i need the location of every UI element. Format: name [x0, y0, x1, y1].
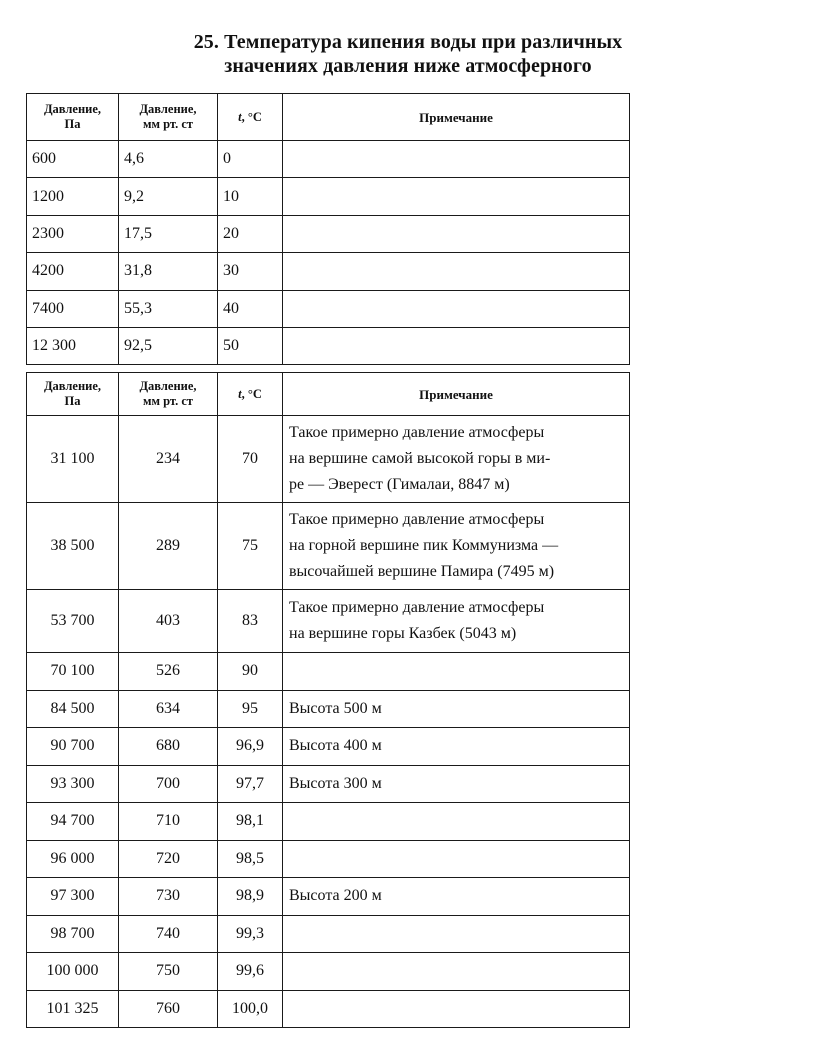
header-note: Примечание	[283, 373, 630, 416]
note-cell	[283, 990, 630, 1028]
pressure-pa-cell: 31 100	[27, 416, 119, 503]
note-cell	[283, 840, 630, 878]
pressure-mmhg-cell: 92,5	[119, 327, 218, 364]
pressure-pa-cell: 53 700	[27, 590, 119, 653]
pressure-pa-cell: 1200	[27, 178, 119, 215]
note-cell	[283, 141, 630, 178]
note-cell	[283, 253, 630, 290]
pressure-mmhg-cell: 9,2	[119, 178, 218, 215]
table-header-row	[27, 94, 630, 141]
note-line: Такое примерно давление атмосферы	[289, 424, 545, 441]
pressure-mmhg-cell: 760	[119, 990, 218, 1028]
note-cell	[283, 728, 630, 766]
pressure-pa-cell: 101 325	[27, 990, 119, 1028]
pressure-mmhg-cell: 526	[119, 653, 218, 691]
pressure-pa-cell: 4200	[27, 253, 119, 290]
pressure-pa-cell: 97 300	[27, 878, 119, 916]
pressure-pa-cell: 96 000	[27, 840, 119, 878]
title-line-2: значениях давления ниже атмосферного	[224, 55, 592, 77]
pressure-pa-cell: 7400	[27, 290, 119, 327]
temperature-cell: 0	[218, 141, 283, 178]
header-temperature: t, °С	[218, 94, 283, 141]
pressure-pa-cell: 12 300	[27, 327, 119, 364]
table-row	[27, 803, 630, 841]
note-cell	[283, 878, 630, 916]
note-cell	[283, 290, 630, 327]
temperature-cell: 99,3	[218, 915, 283, 953]
pressure-mmhg-cell: 289	[119, 503, 218, 590]
note-cell	[283, 953, 630, 991]
pressure-pa-cell: 94 700	[27, 803, 119, 841]
temperature-cell: 99,6	[218, 953, 283, 991]
note-line: ре — Эверест (Гималаи, 8847 м)	[289, 476, 510, 493]
note-cell	[283, 503, 630, 590]
table-row	[27, 327, 630, 364]
pressure-pa-cell: 84 500	[27, 690, 119, 728]
table-row	[27, 503, 630, 590]
note-cell	[283, 327, 630, 364]
document-title	[0, 30, 816, 78]
note-cell	[283, 590, 630, 653]
temperature-cell: 75	[218, 503, 283, 590]
note-line: на горной вершине пик Коммунизма —	[289, 537, 559, 554]
pressure-pa-cell: 93 300	[27, 765, 119, 803]
note-cell	[283, 178, 630, 215]
table-header-row	[27, 373, 630, 416]
pressure-mmhg-cell: 700	[119, 765, 218, 803]
header-pressure-mmhg: Давление, мм рт. ст	[119, 373, 218, 416]
header-pressure-mmhg: Давление, мм рт. ст	[119, 94, 218, 141]
note-line: на вершине самой высокой горы в ми-	[289, 450, 551, 467]
note-line: на вершине горы Казбек (5043 м)	[289, 625, 517, 642]
note-line: Такое примерно давление атмосферы	[289, 511, 545, 528]
temperature-cell: 96,9	[218, 728, 283, 766]
temperature-cell: 30	[218, 253, 283, 290]
pressure-mmhg-cell: 234	[119, 416, 218, 503]
pressure-pa-cell: 90 700	[27, 728, 119, 766]
temperature-cell: 95	[218, 690, 283, 728]
temperature-cell: 98,1	[218, 803, 283, 841]
temperature-cell: 10	[218, 178, 283, 215]
table-row	[27, 653, 630, 691]
pressure-pa-cell: 600	[27, 141, 119, 178]
table-row	[27, 178, 630, 215]
pressure-mmhg-cell: 730	[119, 878, 218, 916]
temperature-cell: 97,7	[218, 765, 283, 803]
pressure-pa-cell: 38 500	[27, 503, 119, 590]
temperature-cell: 98,5	[218, 840, 283, 878]
pressure-pa-cell: 70 100	[27, 653, 119, 691]
temperature-cell: 90	[218, 653, 283, 691]
title-line-1: 25. Температура кипения воды при различных	[193, 31, 623, 53]
note-line: Высота 400 м	[289, 737, 382, 755]
temperature-cell: 50	[218, 327, 283, 364]
header-note: Примечание	[283, 94, 630, 141]
note-cell	[283, 215, 630, 252]
temperature-cell: 100,0	[218, 990, 283, 1028]
header-temperature: t, °С	[218, 373, 283, 416]
header-pressure-pa: Давление, Па	[27, 373, 119, 416]
note-cell	[283, 803, 630, 841]
note-cell	[283, 690, 630, 728]
temperature-cell: 20	[218, 215, 283, 252]
note-line: высочайшей вершине Памира (7495 м)	[289, 563, 555, 580]
note-line: Высота 300 м	[289, 774, 382, 792]
temperature-cell: 83	[218, 590, 283, 653]
table-row	[27, 253, 630, 290]
pressure-mmhg-cell: 403	[119, 590, 218, 653]
pressure-mmhg-cell: 634	[119, 690, 218, 728]
pressure-pa-cell: 98 700	[27, 915, 119, 953]
table-row	[27, 915, 630, 953]
note-line: Высота 500 м	[289, 699, 382, 717]
pressure-mmhg-cell: 680	[119, 728, 218, 766]
table-row	[27, 290, 630, 327]
table-row	[27, 416, 630, 503]
note-line: Такое примерно давление атмосферы	[289, 599, 545, 616]
pressure-mmhg-cell: 710	[119, 803, 218, 841]
pressure-mmhg-cell: 17,5	[119, 215, 218, 252]
note-cell	[283, 915, 630, 953]
temperature-cell: 98,9	[218, 878, 283, 916]
table-row	[27, 990, 630, 1028]
table-row	[27, 590, 630, 653]
header-pressure-pa: Давление, Па	[27, 94, 119, 141]
boiling-point-table-low-pressure	[26, 93, 630, 365]
table-row	[27, 765, 630, 803]
boiling-point-table-high-pressure	[26, 372, 630, 1028]
table-row	[27, 690, 630, 728]
pressure-pa-cell: 2300	[27, 215, 119, 252]
pressure-mmhg-cell: 55,3	[119, 290, 218, 327]
pressure-mmhg-cell: 750	[119, 953, 218, 991]
table-row	[27, 878, 630, 916]
table-row	[27, 840, 630, 878]
pressure-mmhg-cell: 740	[119, 915, 218, 953]
table-row	[27, 141, 630, 178]
note-cell	[283, 416, 630, 503]
temperature-cell: 40	[218, 290, 283, 327]
note-cell	[283, 653, 630, 691]
pressure-mmhg-cell: 720	[119, 840, 218, 878]
note-cell	[283, 765, 630, 803]
table-row	[27, 953, 630, 991]
table-row	[27, 728, 630, 766]
pressure-pa-cell: 100 000	[27, 953, 119, 991]
temperature-cell: 70	[218, 416, 283, 503]
table-row	[27, 215, 630, 252]
pressure-mmhg-cell: 4,6	[119, 141, 218, 178]
pressure-mmhg-cell: 31,8	[119, 253, 218, 290]
note-line: Высота 200 м	[289, 887, 382, 905]
